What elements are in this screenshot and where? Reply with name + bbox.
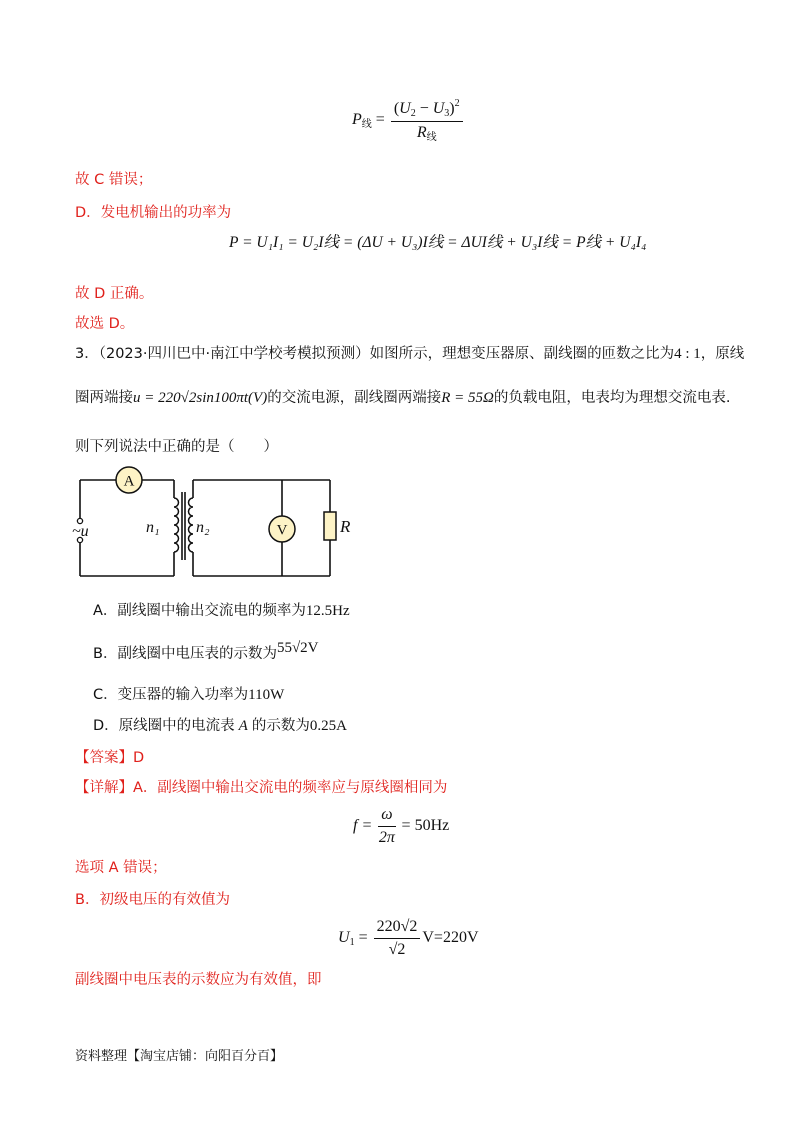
source-label: ~u <box>72 523 89 540</box>
d-label-text: D．发电机输出的功率为 <box>75 205 232 221</box>
formula-p-line: $P_线$ = $\frac{(U_2 - U_3)^2}{R_线}$ <box>352 98 465 143</box>
detail-a-text: 【详解】A．副线圈中输出交流电的频率应与原线圈相同为 <box>75 780 448 796</box>
transformer-circuit-diagram <box>70 462 365 584</box>
option-c[interactable]: C．变压器的输入功率为110W <box>93 687 285 703</box>
voltmeter-label: V <box>276 522 288 539</box>
n1-label: n₁ <box>146 519 160 536</box>
b-label-text: B．初级电压的有效值为 <box>75 892 230 908</box>
footer-source: 资料整理【淘宝店铺：向阳百分百】 <box>75 1049 284 1064</box>
option-a[interactable]: A．副线圈中输出交流电的频率为12.5Hz <box>93 603 350 619</box>
secondary-coil <box>189 498 194 552</box>
formula-p-total: P = U₁I₁ = U₂I线 = (ΔU + U₃)I线 = ΔUI线 + U₃I线 = P线 + U₄I₄ <box>229 234 647 251</box>
question-source: （2023·四川巴中·南江中学校考模拟预测） <box>98 346 370 362</box>
fraction: $\frac{(U_2 - U_3)^2}{R_线}$ <box>391 98 463 143</box>
n2-label: n₂ <box>196 519 210 536</box>
d-correct-text: 故 D 正确。 <box>75 286 154 302</box>
option-b[interactable]: B．副线圈中电压表的示数为55√2V <box>93 640 319 662</box>
ammeter-label: A <box>123 473 135 490</box>
resistor-label: R <box>340 517 351 536</box>
answer-text: 【答案】D <box>75 750 145 766</box>
question-3-line1: 3．（2023·四川巴中·南江中学校考模拟预测）如图所示，理想变压器原、副线圈的匝数之比为4 : 1，原线 <box>75 346 745 362</box>
resistor-icon <box>324 512 336 540</box>
option-a-wrong-text: 选项 A 错误； <box>75 860 167 876</box>
choose-d-text: 故选 D。 <box>75 316 135 332</box>
formula-u1: $U_1$ = $\frac{220√2}{√2}$ V=220V <box>338 918 479 958</box>
b-follow-text: 副线圈中电压表的示数应为有效值，即 <box>75 972 322 988</box>
question-3-line2: 圈两端接u = 220√2sin100πt(V)的交流电源，副线圈两端接R = 55Ω的负载电阻，电表均为理想交流电表. <box>75 390 731 406</box>
option-d[interactable]: D．原线圈中的电流表 A 的示数为0.25A <box>93 718 347 734</box>
question-3-line3: 则下列说法中正确的是（ ） <box>75 439 278 455</box>
formula-frequency: f = $\frac{\omega}{2\pi}$ = 50Hz <box>353 806 450 846</box>
primary-coil <box>174 498 179 552</box>
c-wrong-text: 故 C 错误； <box>75 172 153 188</box>
